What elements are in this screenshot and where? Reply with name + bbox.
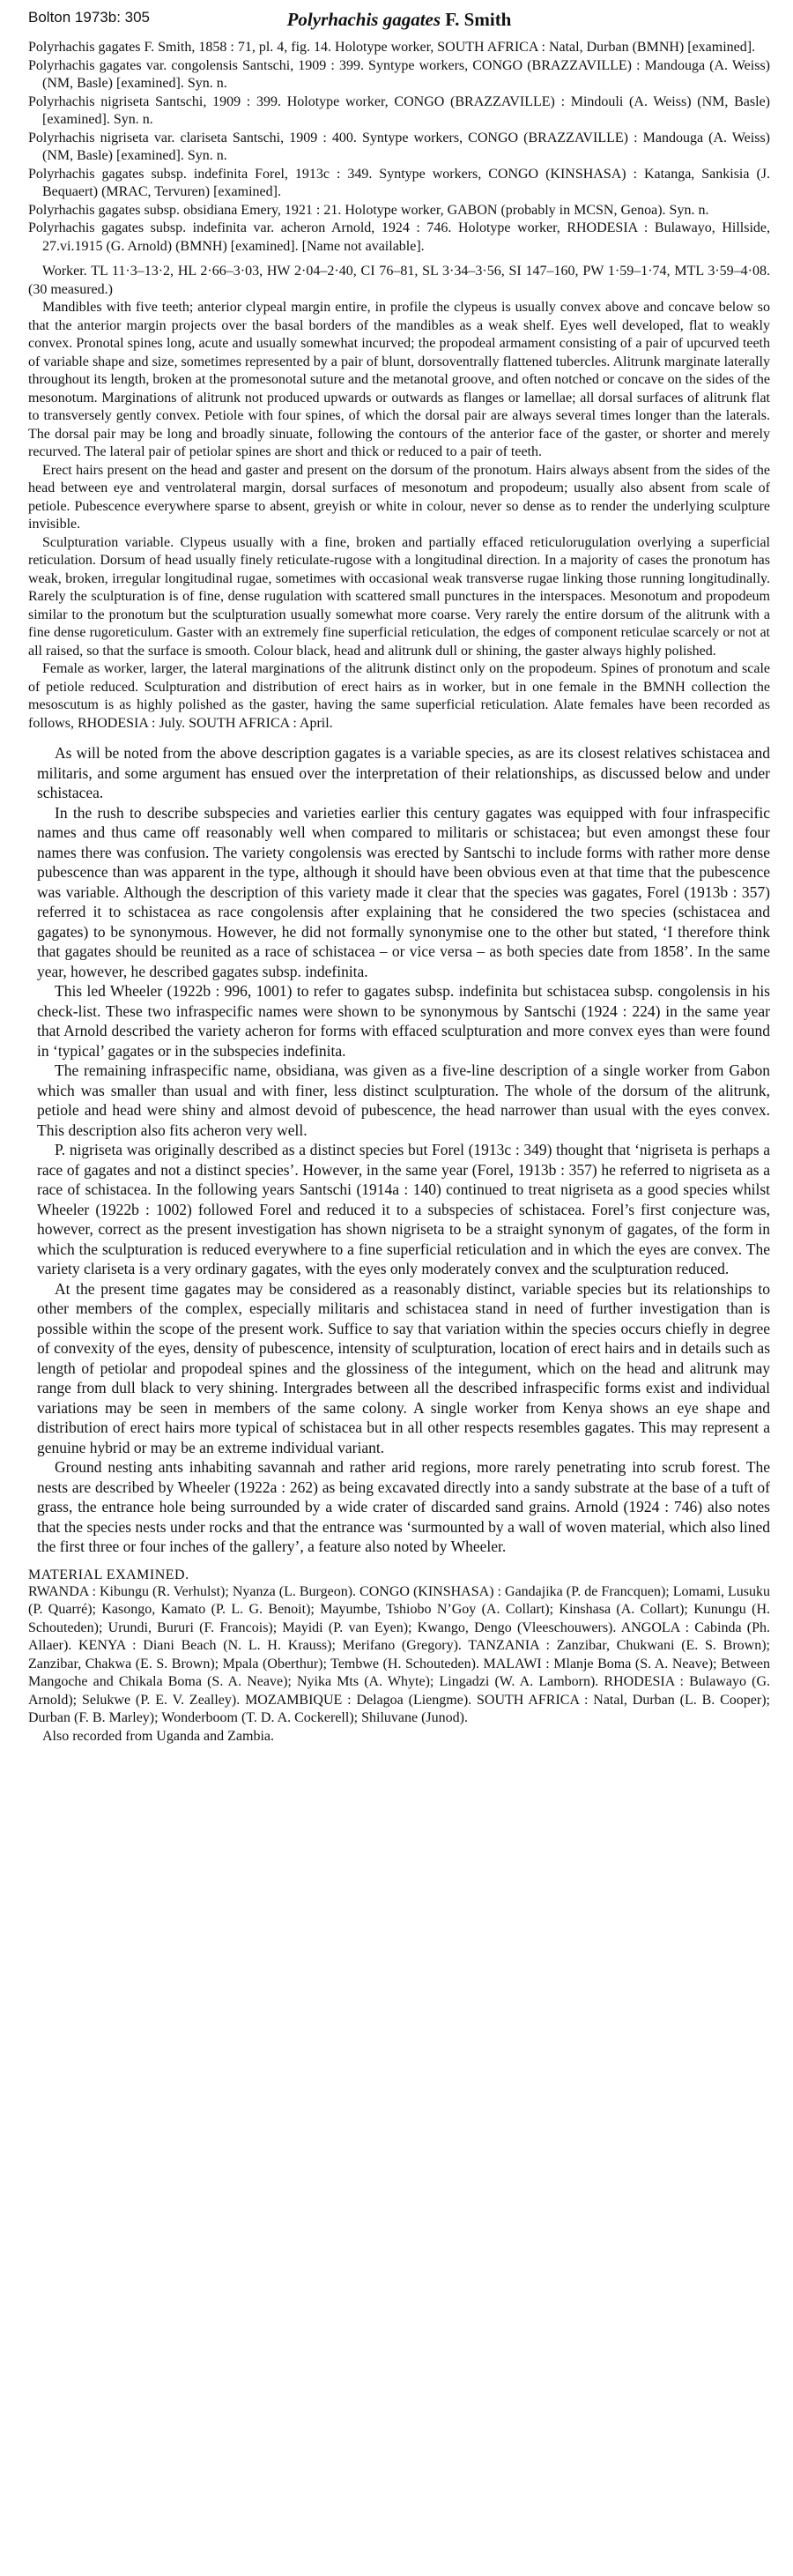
discussion-paragraph: At the present time gagates may be considered as a reasonably distinct, variable species but its relationships to other members of the complex, especially militaris and schistacea stand in need of further investigation than is possible within the scope of the present work. Suffice to say that variation within the species occurs chiefly in degree of convexity of the eyes, density of pubescence, intensity of sculpturation, location of erect hairs and in details such as length of petiolar and propodeal spines and the glossiness of the integument, which on the head and alitrunk may range from dull black to very shining. Intergrades between all the described infraspecific forms exist and individual variations may be seen in members of the same colony. A single worker from Kenya shows an eye shape and distribution of erect hairs more typical of schistacea but in all other respects resembles gagates. This may represent a genuine hybrid or may be an extreme individual variant. — [37, 1279, 770, 1456]
synonymy-entry: Polyrhachis gagates var. congolensis Santschi, 1909 : 399. Syntype workers, CONGO (BRAZZAVILLE) : Mandouga (A. Weiss) (NM, Basle) [examined]. Syn. n. — [28, 57, 770, 91]
page-header — [28, 9, 770, 39]
discussion-paragraph: This led Wheeler (1922b : 996, 1001) to refer to gagates subsp. indefinita but schistacea subsp. congolensis in his check-list. These two infraspecific names were shown to be synonymous by Santschi (1924 : 224) in the same year that Arnold described the variety acheron for forms with effaced sculpturation and more convex eyes than were found in ‘typical’ gagates or in the subspecies indefinita. — [37, 982, 770, 1060]
species-name: Polyrhachis gagates — [286, 9, 441, 30]
page — [28, 9, 770, 1746]
synonymy-entry: Polyrhachis gagates F. Smith, 1858 : 71, pl. 4, fig. 14. Holotype worker, SOUTH AFRICA : Natal, Durban (BMNH) [examined]. — [28, 40, 756, 55]
description-section — [28, 263, 770, 733]
species-author: F. Smith — [441, 9, 512, 30]
female-description: Female as worker, larger, the lateral marginations of the alitrunk distinct only on the propodeum. Spines of pronotum and scale of petiole reduced. Sculpturation and distribution of erect hairs as in worker, but in one female in the BMNH collection the mesoscutum is as highly polished as the gaster, having the same superficial reticulation. Alate females have been recorded as follows, RHODESIA : July. SOUTH AFRICA : April. — [28, 661, 770, 731]
synonymy-entry: Polyrhachis gagates subsp. indefinita var. acheron Arnold, 1924 : 746. Holotype worker, RHODESIA : Bulawayo, Hillside, 27.vi.1915 (G. Arnold) (BMNH) [examined]. [Name not available]. — [28, 220, 770, 254]
synonymy-entry: Polyrhachis nigriseta var. clariseta Santschi, 1909 : 400. Syntype workers, CONGO (BRAZZAVILLE) : Mandouga (A. Weiss) (NM, Basle) [examined]. Syn. n. — [28, 130, 770, 163]
synonymy-entry: Polyrhachis gagates subsp. obsidiana Emery, 1921 : 21. Holotype worker, GABON (probably in MCSN, Genoa). Syn. n. — [28, 202, 709, 218]
material-heading: MATERIAL EXAMINED. — [28, 1567, 189, 1582]
description-paragraph: Mandibles with five teeth; anterior clypeal margin entire, in profile the clypeus is usually convex above and concave below so that the anterior margin projects over the basal borders of the mandibles as a weak shelf. Eyes well developed, flat to weakly convex. Pronotal spines long, acute and usually somewhat incurved; the propodeal armament consisting of a pair of upcurved teeth of variable shape and size, sometimes represented by a pair of blunt, dorsoventrally flattened tubercles. Alitrunk marginate laterally throughout its length, broken at the promesonotal suture and the metanotal groove, and often notched or concave on the sides of the mesonotum. Marginations of alitrunk not produced upwards or outwards as flanges or lamellae; all dorsal surfaces of alitrunk flat to transversely gently convex. Petiole with four spines, of which the dorsal pair are always several times longer than the laterals. The dorsal pair may be long and broadly sinuate, following the contours of the anterior face of the gaster, or shorter and merely recurved. The lateral pair of petiolar spines are short and thick or reduced to a pair of teeth. — [28, 300, 770, 459]
material-list: RWANDA : Kibungu (R. Verhulst); Nyanza (L. Burgeon). CONGO (KINSHASA) : Gandajika (P. de Francquen); Lomami, Lusuku (P. Quarré); Kasongo, Kamato (P. L. G. Benoit); Mayumbe, Tshiobo N’Goy (A. Collart); Kinshasa (A. Collart); Kunungu (H. Schouteden); Urundi, Bururi (F. Francois); Mayidi (P. van Eyen); Kwango, Dengo (Vleeschouwers). ANGOLA : Cabinda (Ph. Allaer). KENYA : Diani Beach (N. L. H. Krauss); Merifano (Gregory). TANZANIA : Zanzibar, Chukwani (E. S. Brown); Zanzibar, Chakwa (E. S. Brown); Mpala (Oberthur); Tembwe (H. Schouteden). MALAWI : Mlanje Boma (S. A. Neave); Between Mangoche and Chikala Boma (S. A. Neave); Nyika Mts (A. Whyte); Lingadzi (W. A. Lamborn). RHODESIA : Bulawayo (G. Arnold); Selukwe (P. E. V. Zealley). MOZAMBIQUE : Delagoa (Liengme). SOUTH AFRICA : Natal, Durban (L. B. Cooper); Durban (F. B. Marley); Wonderboom (T. D. A. Cockerell); Shiluvane (Junod). — [28, 1583, 770, 1725]
worker-measurements: Worker. TL 11·3–13·2, HL 2·66–3·03, HW 2·04–2·40, CI 76–81, SL 3·34–3·56, SI 147–160, PW 1·59–1·74, MTL 3·59–4·08. (30 measured.) — [28, 264, 770, 297]
discussion-paragraph: In the rush to describe subspecies and varieties earlier this century gagates was equipped with four infraspecific names and thus came off reasonably well when compared to militaris or schistacea; but even amongst these four names there was confusion. The variety congolensis was erected by Santschi to include forms with rather more dense pubescence than was apparent in the type, although it should have been obvious even at that time that the pubescence was variable. Although the description of this variety made it clear that the species was gagates, Forel (1913b : 357) referred it to schistacea as race congolensis after explaining that he considered the two species (schistacea and gagates) to be synonymous. However, he did not formally synonymise one to the other but stated, ‘I therefore think that gagates should be reunited as a race of schistacea – or vice versa – as both species date from 1858’. In the same year, however, he described gagates subsp. indefinita. — [37, 803, 770, 980]
discussion-paragraph: P. nigriseta was originally described as a distinct species but Forel (1913c : 349) thought that ‘nigriseta is perhaps a race of gagates and not a distinct species’. However, in the same year (Forel, 1913b : 357) he referred to nigriseta as a race of schistacea. In the following years Santschi (1914a : 140) continued to treat nigriseta as a good species whilst Wheeler (1922b : 1002) followed Forel and reduced it to a subspecies of schistacea. Forel’s first conjecture was, however, correct as the present investigation has shown nigriseta to be a straight synonym of gagates, of the form in which the sculpturation is reduced everywhere to a fine superficial reticulation and in which the eyes are convex. The variety clariseta is a very ordinary gagates, with the eyes only moderately convex and the sculpturation reduced. — [37, 1141, 770, 1277]
synonymy-entry: Polyrhachis nigriseta Santschi, 1909 : 399. Holotype worker, CONGO (BRAZZAVILLE) : Mindouli (A. Weiss) (NM, Basle) [examined]. Syn. n. — [28, 93, 770, 127]
discussion-section — [28, 743, 770, 1557]
synonymy-list — [28, 39, 770, 256]
also-recorded-note: Also recorded from Uganda and Zambia. — [42, 1728, 275, 1744]
description-paragraph: Erect hairs present on the head and gaster and present on the dorsum of the pronotum. Hairs always absent from the sides of the head between eye and ventrolateral margin, dorsal surfaces of mesonotum and propodeum; usually also absent from scale of petiole. Pubescence everywhere sparse to absent, greyish or white in colour, never so dense as to render the underlying sculpture invisible. — [28, 462, 770, 532]
page-reference: Bolton 1973b: 305 — [28, 9, 151, 26]
biology-paragraph: Ground nesting ants inhabiting savannah and rather arid regions, more rarely penetrating into scrub forest. The nests are described by Wheeler (1922a : 262) as being excavated directly into a sandy substrate at the base of a tuft of grass, the entrance hole being surrounded by a wide crater of discarded sand grains. Arnold (1924 : 746) also notes that the species nests under rocks and that the entrance was ‘surmounted by a wall of woven material, which also lined the first three or four inches of the gallery’, a feature also noted by Wheeler. — [37, 1458, 770, 1555]
discussion-paragraph: As will be noted from the above description gagates is a variable species, as are its closest relatives schistacea and militaris, and some argument has ensued over the interpretation of their relationships, as discussed below and under schistacea. — [37, 744, 770, 801]
description-paragraph: Sculpturation variable. Clypeus usually with a fine, broken and partially effaced reticulorugulation overlying a superficial reticulation. Dorsum of head usually finely reticulate-rugose with a longitudinal direction. In a majority of cases the pronotum has weak, broken, irregular longitudinal rugae, sometimes with occasional weak transverse rugae linking those running longitudinally. Rarely the sculpturation is of fine, dense rugulation with scattered small punctures in the interspaces. Mesonotum and propodeum similar to the pronotum but the sculpturation usually somewhat more coarse. Very rarely the entire dorsum of the alitrunk with a fine dense rugoreticulum. Gaster with an extremely fine superficial reticulation, the edges of component reticulae scarcely or not at all raised, so that the surface is smooth. Colour black, head and alitrunk dull or shining, the gaster always highly polished. — [28, 534, 770, 659]
discussion-paragraph: The remaining infraspecific name, obsidiana, was given as a five-line description of a single worker from Gabon which was smaller than usual and with finer, less distinct sculpturation. The whole of the dorsum of the alitrunk, petiole and head were shiny and almost devoid of pubescence, the head narrower than usual with the eyes convex. This description also fits acheron very well. — [37, 1061, 770, 1139]
synonymy-entry: Polyrhachis gagates subsp. indefinita Forel, 1913c : 349. Syntype workers, CONGO (KINSHASA) : Katanga, Sankisia (J. Bequaert) (MRAC, Tervuren) [examined]. — [28, 166, 770, 199]
material-section — [28, 1567, 770, 1746]
